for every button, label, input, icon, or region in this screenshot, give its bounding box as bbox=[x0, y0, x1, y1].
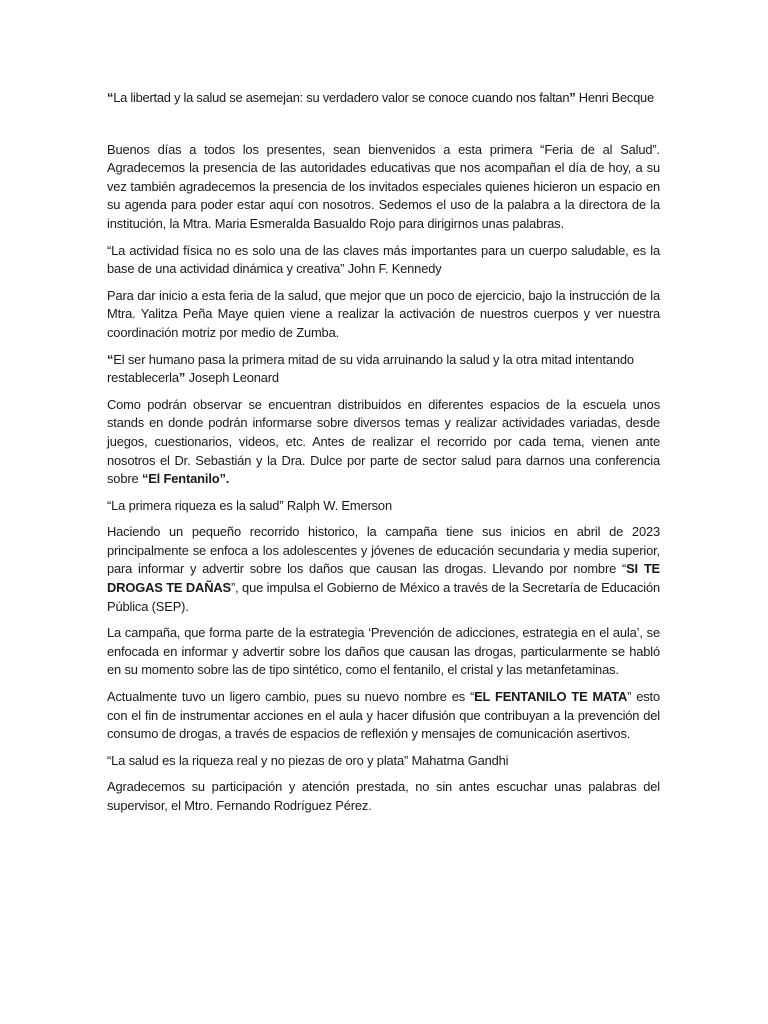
stands-paragraph bbox=[107, 396, 660, 489]
opening-quote bbox=[107, 89, 660, 108]
closing-paragraph: Agradecemos su participación y atención prestada, no sin antes escuchar unas palabras del supervisor, el Mtro. Fernando Rodríguez Pérez. bbox=[107, 779, 660, 813]
quote-author: Joseph Leonard bbox=[185, 370, 279, 386]
kennedy-quote: “La actividad física no es solo una de las claves más importantes para un cuerpo saludable, es la base de una actividad dinámica y creativa” John F. Kennedy bbox=[107, 242, 660, 277]
welcome-paragraph: Buenos días a todos los presentes, sean bienvenidos a esta primera “Feria de al Salud”. Agradecemos la presencia de las autoridades educativas que nos acompañan el día de hoy, a su vez también agradecemos la presencia de los invitados especiales quienes hicieron un espacio en su agenda para poder estar aquí con nosotros. Sedemos el uso de la palabra a la directora de la institución, la Mtra. Maria Esmeralda Basualdo Rojo para dirigirnos unas palabras. bbox=[107, 141, 660, 231]
open-quote-mark: “ bbox=[107, 351, 114, 367]
close-quote-mark: ” bbox=[178, 370, 186, 386]
campaign-change-paragraph bbox=[107, 688, 660, 744]
emerson-quote: “La primera riqueza es la salud” Ralph W. Emerson bbox=[107, 497, 392, 513]
new-campaign-name: EL FENTANILO TE MATA bbox=[474, 689, 628, 705]
quote-author: Henri Becque bbox=[575, 90, 654, 105]
stands-text: Como podrán observar se encuentran distribuidos en diferentes espacios de la escuela unos stands en donde podrán informarse sobre diversos temas y realizar actividades variadas, desde juegos, cuestionarios, videos, etc. Antes de realizar el recorrido por cada tema, vienen ante nosotros el Dr. Sebastián y la Dra. Dulce por parte de sector salud para darnos una conferencia sobre bbox=[107, 396, 660, 487]
quote-text: La libertad y la salud se asemejan: su verdadero valor se conoce cuando nos faltan bbox=[113, 90, 570, 105]
campaign-history-rest: ”, que impulsa el Gobierno de México a través de la Secretaría de Educación Pública (SEP). bbox=[107, 580, 660, 614]
close-quote-mark: ” bbox=[569, 90, 576, 105]
document-page bbox=[107, 89, 660, 816]
leonard-quote bbox=[107, 351, 660, 388]
campaign-name: SI TE DROGAS TE DAÑAS bbox=[107, 561, 660, 596]
campaign-change-text: Actualmente tuvo un ligero cambio, pues su nuevo nombre es “ bbox=[107, 689, 475, 705]
zumba-paragraph: Para dar inicio a esta feria de la salud, que mejor que un poco de ejercicio, bajo la instrucción de la Mtra. Yalitza Peña Maye quien viene a realizar la activación de nuestros cuerpos y ver nuestra coordinación motriz por medio de Zumba. bbox=[107, 287, 660, 340]
fentanilo-title: “El Fentanilo”. bbox=[141, 471, 230, 487]
campaign-change-rest: ” esto con el fin de instrumentar acciones en el aula y hacer difusión que contribuyan a la prevención del consumo de drogas, a través de espacios de reflexión y mensajes de comunicación asertivos. bbox=[107, 689, 661, 742]
campaign-history-text: Haciendo un pequeño recorrido historico, la campaña tiene sus inicios en abril de 2023 principalmente se enfoca a los adolescentes y jóvenes de educación secundaria y media superior, para informar y advertir sobre los daños que causan las drogas. Llevando por nombre “ bbox=[107, 524, 660, 577]
gandhi-quote: “La salud es la riqueza real y no piezas de oro y plata” Mahatma Gandhi bbox=[107, 752, 509, 768]
quote-text: El ser humano pasa la primera mitad de su vida arruinando la salud y la otra mitad intentando restablecerla bbox=[107, 351, 634, 386]
campaign-history-paragraph bbox=[107, 523, 660, 616]
campaign-strategy-paragraph: La campaña, que forma parte de la estrategia ‘Prevención de adicciones, estrategia en el aula’, se enfocada en informar y advertir sobre los daños que causan las drogas, particularmente se habló en su momento sobre las de tipo sintético, como el fentanilo, el cristal y las metanfetaminas. bbox=[107, 625, 660, 678]
open-quote-mark: “ bbox=[107, 90, 114, 105]
